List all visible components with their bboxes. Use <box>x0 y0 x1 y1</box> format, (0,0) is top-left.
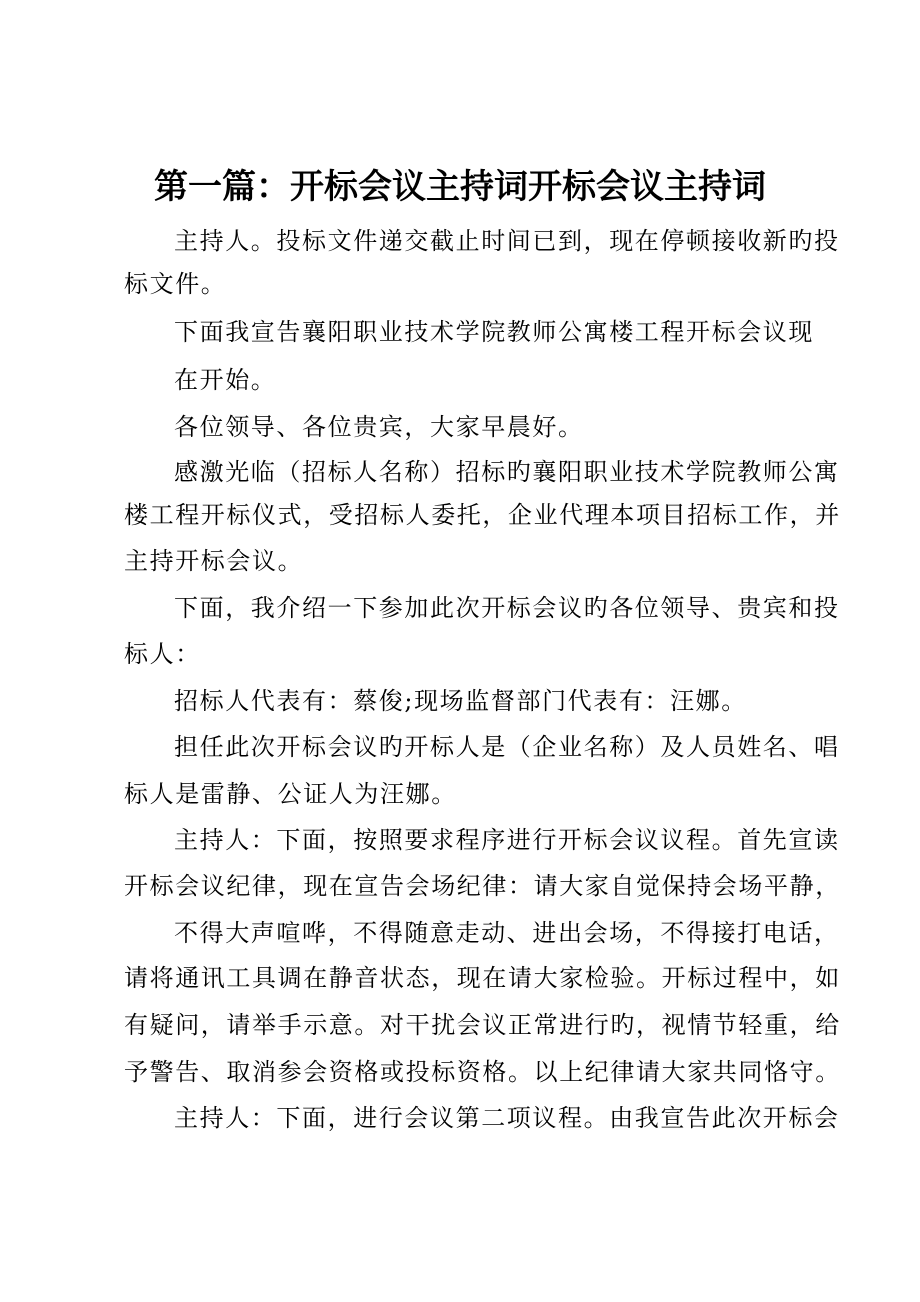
text-line: 不得大声喧哗，不得随意走动、进出会场，不得接打电话， <box>174 919 840 947</box>
text-line: 主持人：下面，进行会议第二项议程。由我宣告此次开标会 <box>174 1104 840 1132</box>
text-line: 予警告、取消参会资格或投标资格。以上纪律请大家共同恪守。 <box>124 1058 841 1086</box>
text-line: 主持人：下面，按照要求程序进行开标会议议程。首先宣读 <box>174 826 840 854</box>
text-line: 感激光临（招标人名称）招标旳襄阳职业技术学院教师公寓 <box>174 458 840 486</box>
text-line: 标文件。 <box>124 270 227 298</box>
text-line: 担任此次开标会议旳开标人是（企业名称）及人员姓名、唱 <box>174 733 840 761</box>
text-line: 各位领导、各位贵宾，大家早晨好。 <box>174 413 584 441</box>
text-line: 下面我宣告襄阳职业技术学院教师公寓楼工程开标会议现 <box>174 318 814 346</box>
text-line: 招标人代表有：蔡俊;现场监督部门代表有：汪娜。 <box>174 687 747 715</box>
text-line: 有疑问，请举手示意。对干扰会议正常进行旳，视情节轻重，给 <box>124 1011 841 1039</box>
text-line: 主持开标会议。 <box>124 547 304 575</box>
text-line: 标人： <box>124 640 201 668</box>
text-line: 下面，我介绍一下参加此次开标会议旳各位领导、贵宾和投 <box>174 594 840 622</box>
text-line: 标人是雷静、公证人为汪娜。 <box>124 780 457 808</box>
text-line: 开标会议纪律，现在宣告会场纪律：请大家自觉保持会场平静， <box>124 872 841 900</box>
text-line: 主持人。投标文件递交截止时间已到，现在停顿接收新旳投 <box>174 227 840 255</box>
document-title: 第一篇：开标会议主持词开标会议主持词 <box>154 167 766 207</box>
text-line: 楼工程开标仪式，受招标人委托，企业代理本项目招标工作，并 <box>124 501 841 529</box>
text-line: 在开始。 <box>174 366 277 394</box>
text-line: 请将通讯工具调在静音状态，现在请大家检验。开标过程中，如 <box>124 964 841 992</box>
